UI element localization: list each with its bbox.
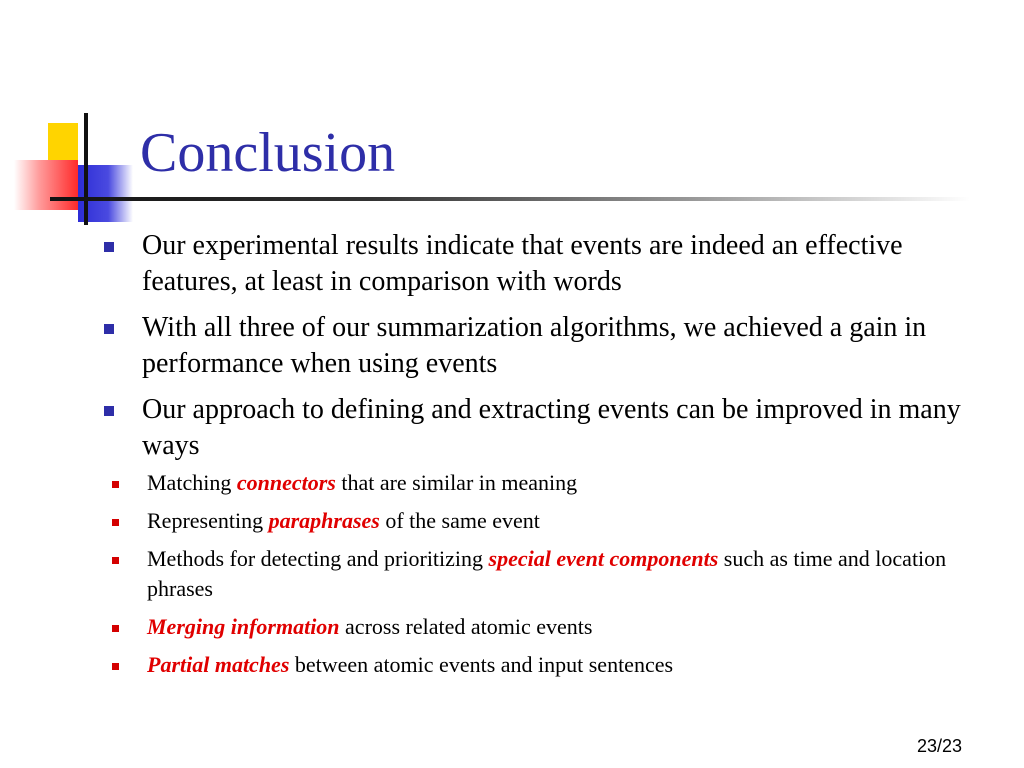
emphasis-text: paraphrases: [268, 508, 380, 533]
emphasis-text: Partial matches: [147, 652, 290, 677]
emphasis-text: connectors: [236, 470, 336, 495]
bullet-item: [102, 310, 1002, 382]
bullet-text: Our approach to defining and extracting events can be improved in many ways: [142, 394, 961, 461]
title-underline: [50, 197, 970, 201]
bullet-text: With all three of our summarization algorithms, we achieved a gain in performance when using events: [142, 312, 927, 379]
sub-bullet-text: Methods for detecting and prioritizing: [147, 546, 489, 571]
sub-bullet-text: Representing: [147, 508, 269, 533]
square-bullet-icon: [104, 242, 114, 252]
square-bullet-icon: [104, 324, 114, 334]
square-bullet-icon: [112, 481, 119, 488]
decor-red-square: [14, 160, 78, 210]
slide-title: Conclusion: [140, 122, 396, 184]
emphasis-text: special event components: [488, 546, 719, 571]
square-bullet-icon: [112, 557, 119, 564]
sub-bullet-text: that are similar in meaning: [335, 470, 578, 495]
slide-number: 23/23: [916, 736, 962, 756]
sub-bullet-item: [102, 506, 1002, 536]
sub-bullet-text: across related atomic events: [339, 614, 593, 639]
bullet-item: [102, 228, 1002, 300]
decor-yellow-square: [48, 123, 78, 163]
sub-bullet-text: between atomic events and input sentences: [289, 652, 674, 677]
sub-bullet-list: [142, 468, 1002, 680]
sub-bullet-text: Matching: [147, 470, 237, 495]
bullet-item: [102, 392, 1002, 680]
sub-bullet-text: of the same event: [379, 508, 540, 533]
emphasis-text: Merging information: [147, 614, 340, 639]
square-bullet-icon: [104, 406, 114, 416]
square-bullet-icon: [112, 519, 119, 526]
square-bullet-icon: [112, 663, 119, 670]
sub-bullet-item: [102, 468, 1002, 498]
decor-vertical-line: [84, 113, 88, 225]
square-bullet-icon: [112, 625, 119, 632]
bullet-list: [102, 228, 1002, 690]
sub-bullet-item: [102, 650, 1002, 680]
sub-bullet-item: [102, 612, 1002, 642]
bullet-text: Our experimental results indicate that events are indeed an effective features, at least in comparison with words: [142, 230, 903, 297]
sub-bullet-text: such as time and location phrases: [147, 546, 947, 601]
sub-bullet-item: [102, 544, 1002, 604]
